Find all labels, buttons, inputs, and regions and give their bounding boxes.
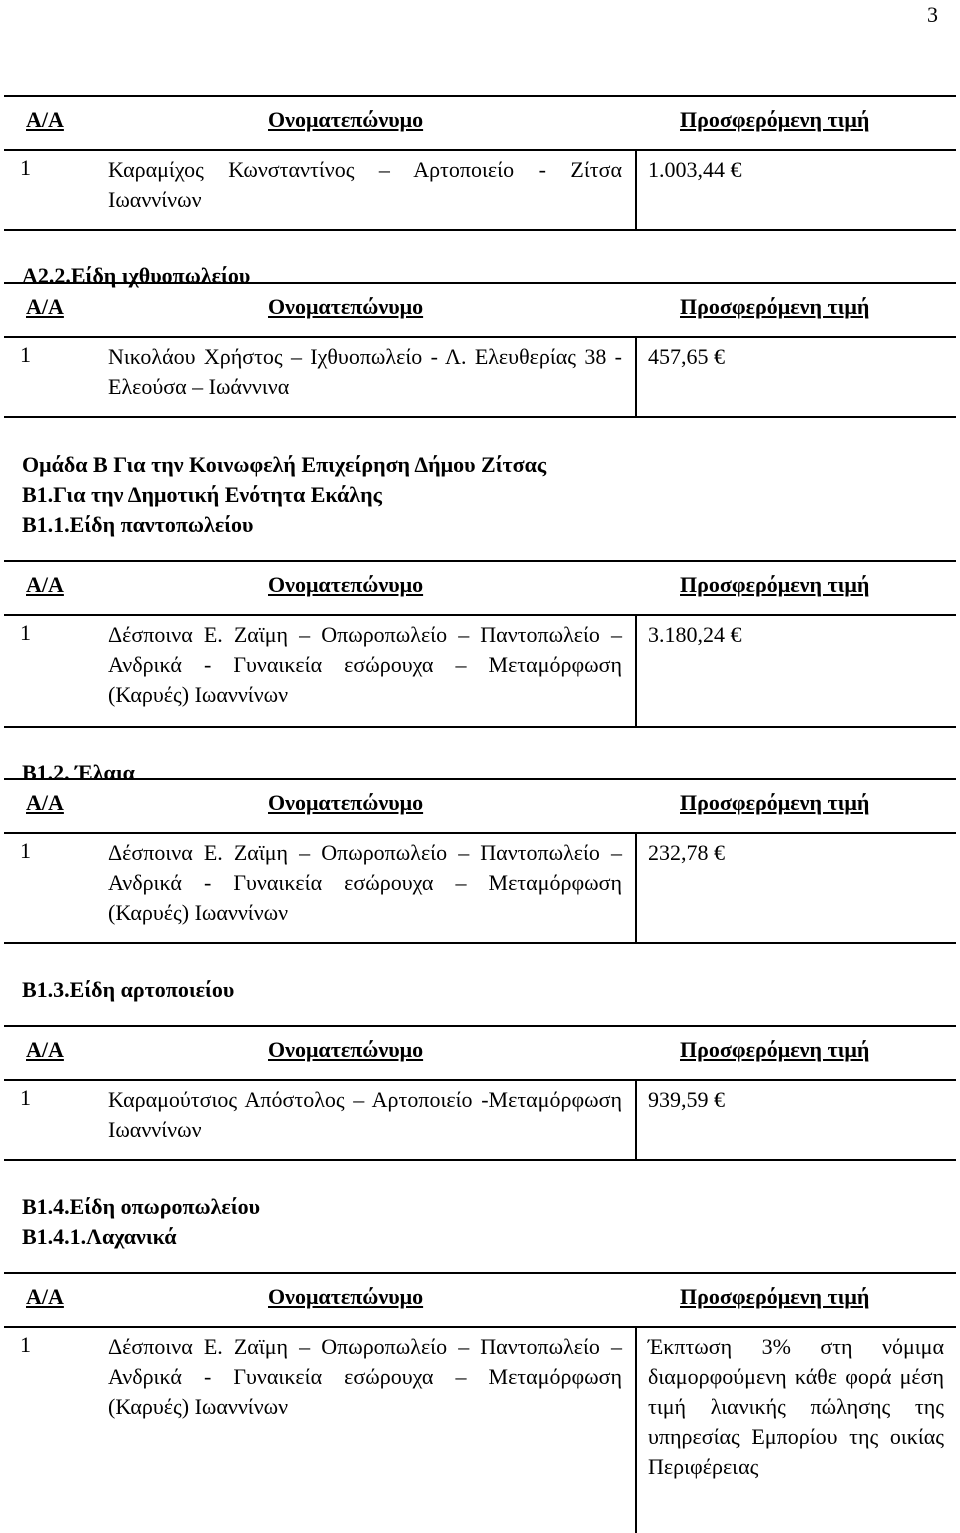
- table-header: [4, 95, 956, 151]
- row-price: 232,78 €: [648, 840, 725, 865]
- table-header: [4, 1025, 956, 1081]
- row-name: Δέσποινα Ε. Ζαϊμη – Οπωροπωλείο – Παντοπωλείο – Ανδρικά - Γυναικεία εσώρουχα – Μεταμόρφωση (Καρυές) Ιωαννίνων: [108, 1334, 622, 1419]
- row-name: Δέσποινα Ε. Ζαϊμη – Οπωροπωλείο – Παντοπωλείο – Ανδρικά - Γυναικεία εσώρουχα – Μεταμόρφωση (Καρυές) Ιωαννίνων: [108, 622, 622, 707]
- page-number: 3: [927, 2, 938, 27]
- row-number: 1: [20, 620, 31, 645]
- column-header-price: Προσφερόμενη τιμή: [680, 790, 870, 815]
- column-header-name: Ονοματεπώνυμο: [268, 107, 424, 132]
- column-header-name: Ονοματεπώνυμο: [268, 790, 424, 815]
- group-heading: Ομάδα Β Για την Κοινωφελή Επιχείρηση Δήμου Ζίτσας: [22, 452, 547, 477]
- column-header-price: Προσφερόμενη τιμή: [680, 107, 870, 132]
- column-header-aa: Α/Α: [26, 107, 64, 132]
- table-header: [4, 778, 956, 834]
- row-number: 1: [20, 838, 31, 863]
- table-row: [4, 338, 956, 418]
- table-header: [4, 282, 956, 338]
- row-price: 3.180,24 €: [648, 622, 742, 647]
- column-header-price: Προσφερόμενη τιμή: [680, 1037, 870, 1062]
- column-header-name: Ονοματεπώνυμο: [268, 572, 424, 597]
- column-header-price: Προσφερόμενη τιμή: [680, 572, 870, 597]
- table-row: [4, 616, 956, 728]
- row-name: Δέσποινα Ε. Ζαϊμη – Οπωροπωλείο – Παντοπωλείο – Ανδρικά - Γυναικεία εσώρουχα – Μεταμόρφωση (Καρυές) Ιωαννίνων: [108, 840, 622, 925]
- section-heading: Β1.3.Είδη αρτοποιείου: [22, 977, 235, 1002]
- row-number: 1: [20, 1085, 31, 1110]
- row-price: Έκπτωση 3% στη νόμιμα διαμορφούμενη κάθε φορά μέση τιμή λιανικής πώλησης της υπηρεσίας Εμπορίου της οικίας Περιφέρειας: [648, 1334, 944, 1479]
- column-header-name: Ονοματεπώνυμο: [268, 1037, 424, 1062]
- column-header-aa: Α/Α: [26, 294, 64, 319]
- section-heading: Α2.2.Είδη ιχθυοπωλείου: [22, 263, 251, 288]
- column-header-aa: Α/Α: [26, 1284, 64, 1309]
- row-name: Καραμίχος Κωνσταντίνος – Αρτοποιείο - Ζίτσα Ιωαννίνων: [108, 157, 622, 212]
- section-heading: Β1.4.1.Λαχανικά: [22, 1224, 177, 1249]
- table-row: [4, 1081, 956, 1161]
- table-header: [4, 560, 956, 616]
- row-number: 1: [20, 155, 31, 180]
- section-heading: Β1.4.Είδη οπωροπωλείου: [22, 1194, 261, 1219]
- row-number: 1: [20, 342, 31, 367]
- column-header-aa: Α/Α: [26, 572, 64, 597]
- column-header-aa: Α/Α: [26, 1037, 64, 1062]
- column-header-name: Ονοματεπώνυμο: [268, 294, 424, 319]
- table-row: [4, 1328, 956, 1533]
- row-price: 939,59 €: [648, 1087, 725, 1112]
- column-header-name: Ονοματεπώνυμο: [268, 1284, 424, 1309]
- column-header-aa: Α/Α: [26, 790, 64, 815]
- row-name: Νικολάου Χρήστος – Ιχθυοπωλείο - Λ. Ελευθερίας 38 - Ελεούσα – Ιωάννινα: [108, 344, 622, 399]
- row-price: 457,65 €: [648, 344, 725, 369]
- table-row: [4, 834, 956, 944]
- row-price: 1.003,44 €: [648, 157, 742, 182]
- row-name: Καραμούτσιος Απόστολος – Αρτοποιείο -Μεταμόρφωση Ιωαννίνων: [108, 1087, 622, 1142]
- table-row: [4, 151, 956, 231]
- column-header-price: Προσφερόμενη τιμή: [680, 1284, 870, 1309]
- section-heading: Β1.2. Έλαια: [22, 760, 135, 785]
- column-header-price: Προσφερόμενη τιμή: [680, 294, 870, 319]
- section-heading: Β1.Για την Δημοτική Ενότητα Εκάλης: [22, 482, 382, 507]
- section-heading: Β1.1.Είδη παντοπωλείου: [22, 512, 254, 537]
- table-header: [4, 1272, 956, 1328]
- row-number: 1: [20, 1332, 31, 1357]
